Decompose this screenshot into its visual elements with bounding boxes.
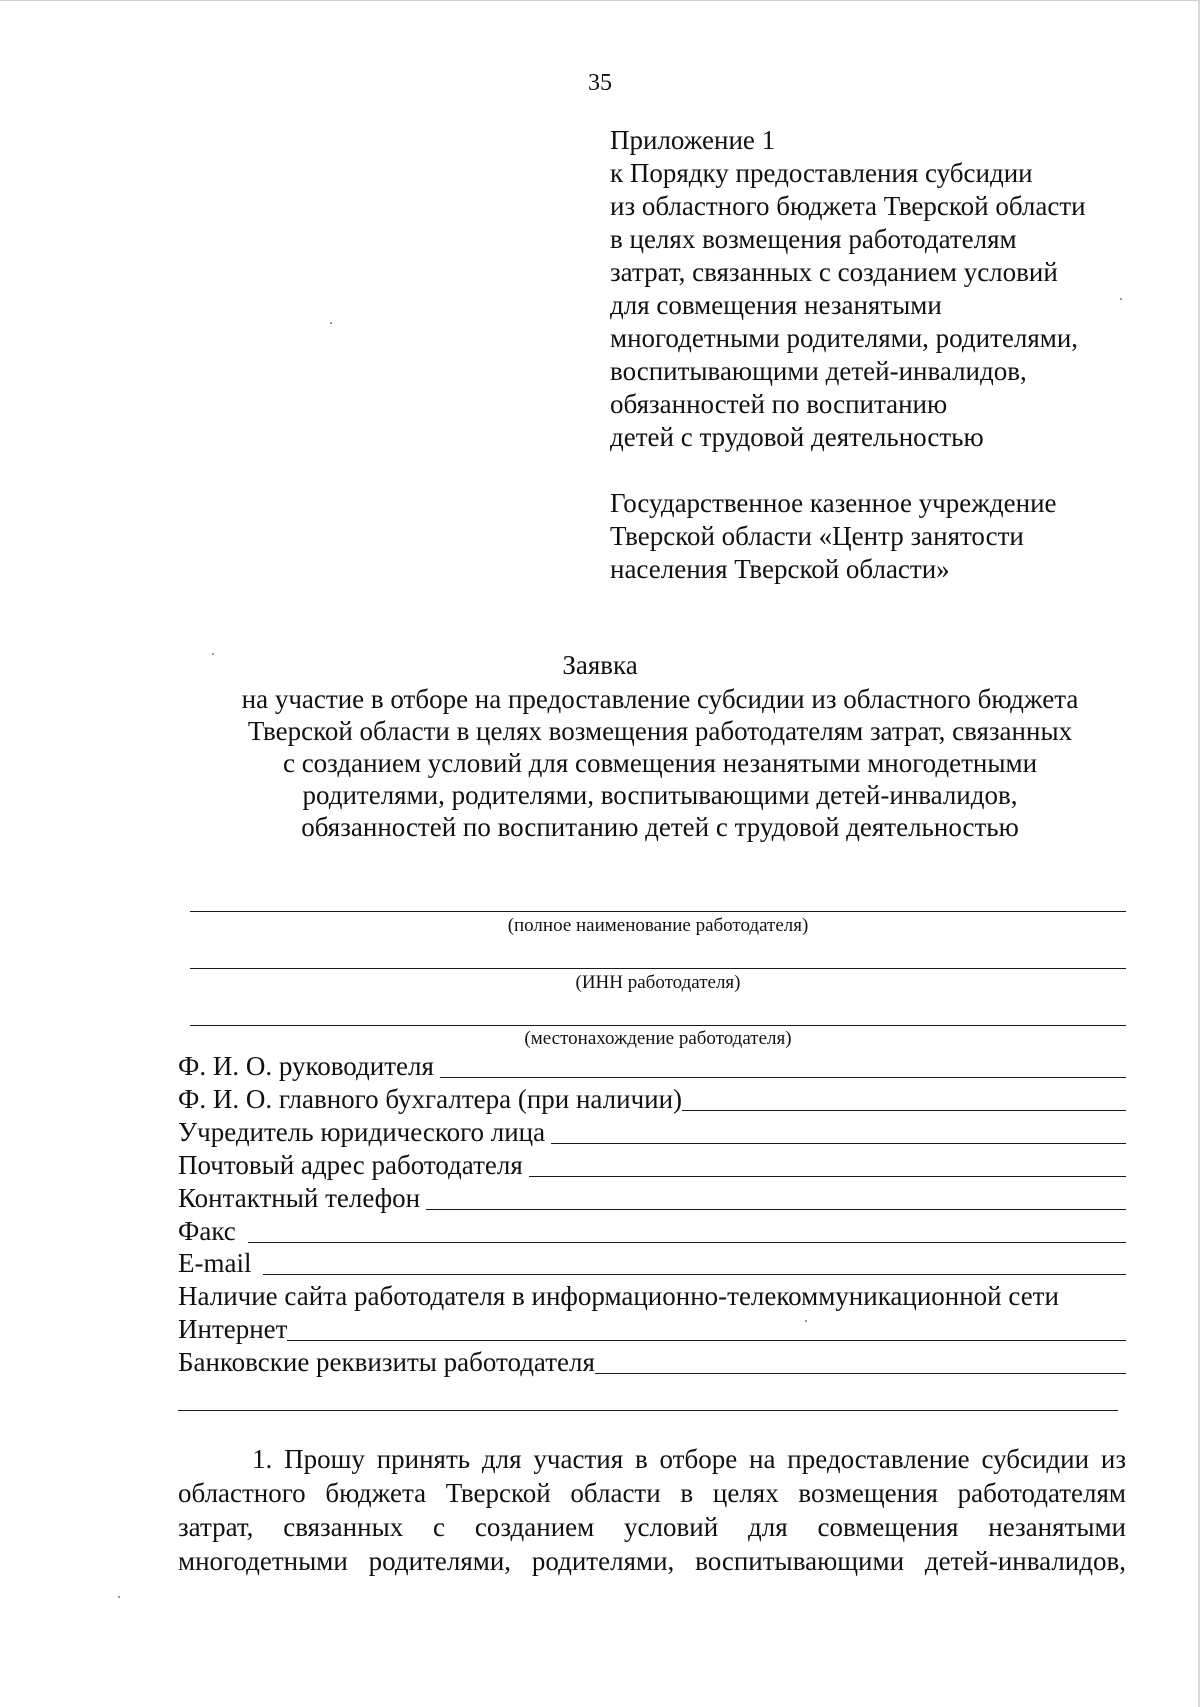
founder-blank[interactable] — [551, 1142, 1126, 1144]
founder-label: Учредитель юридического лица — [178, 1117, 546, 1147]
appendix-line: к Порядку предоставления субсидии — [610, 158, 1033, 188]
inn-line[interactable] — [190, 968, 1126, 969]
accountant-blank[interactable] — [682, 1109, 1126, 1111]
founder-field — [178, 1116, 1126, 1148]
director-field — [178, 1050, 1126, 1082]
paragraph-line: затрат, связанных с созданием условий для совмещения незанятыми — [178, 1512, 1126, 1542]
fax-label: Факс — [178, 1216, 236, 1246]
subtitle-line: на участие в отборе на предоставление субсидии из областного бюджета — [241, 684, 1079, 714]
scan-speck — [330, 322, 332, 324]
postal-address-label: Почтовый адрес работодателя — [178, 1150, 523, 1180]
phone-label: Контактный телефон — [178, 1183, 421, 1213]
recipient-line: населения Тверской области» — [610, 554, 950, 584]
accountant-label: Ф. И. О. главного бухгалтера (при наличии) — [178, 1084, 683, 1114]
email-field — [178, 1247, 1126, 1279]
appendix-line: обязанностей по воспитанию — [610, 389, 948, 419]
scan-speck — [805, 1320, 807, 1322]
appendix-line: воспитывающими детей-инвалидов, — [610, 356, 1027, 386]
scan-speck — [118, 1596, 120, 1598]
inn-caption: (ИНН работодателя) — [575, 972, 741, 993]
subtitle-line: с созданием условий для совмещения незанятыми многодетными — [282, 748, 1038, 778]
paragraph-1 — [178, 1442, 1126, 1578]
subtitle-line: обязанностей по воспитанию детей с трудовой деятельностью — [301, 812, 1019, 842]
application-subtitle — [160, 683, 1160, 843]
recipient-block — [610, 487, 1170, 586]
website-blank[interactable] — [287, 1339, 1126, 1341]
page-number: 35 — [588, 70, 612, 96]
paragraph-line: областного бюджета Тверской области в целях возмещения работодателям — [178, 1478, 1126, 1508]
director-label: Ф. И. О. руководителя — [178, 1051, 434, 1081]
location-caption: (местонахождение работодателя) — [524, 1028, 792, 1049]
full-name-caption: (полное наименование работодателя) — [507, 915, 809, 936]
website-label-line2: Интернет — [178, 1314, 288, 1344]
email-blank[interactable] — [263, 1273, 1126, 1275]
scan-speck — [1120, 298, 1122, 300]
application-title: Заявка — [562, 650, 638, 680]
appendix-line: для совмещения незанятыми — [610, 290, 942, 320]
bank-details-blank-extra[interactable] — [178, 1410, 1118, 1411]
appendix-line: многодетными родителями, родителями, — [610, 323, 1079, 353]
director-blank[interactable] — [440, 1076, 1126, 1078]
location-line[interactable] — [190, 1025, 1126, 1026]
paragraph-line: 1. Прошу принять для участия в отборе на предоставление субсидии из — [252, 1444, 1126, 1474]
appendix-line: затрат, связанных с созданием условий — [610, 257, 1058, 287]
website-label-line1: Наличие сайта работодателя в информационно-телекоммуникационной сети — [178, 1281, 1059, 1311]
full-name-line[interactable] — [190, 911, 1126, 912]
appendix-line: из областного бюджета Тверской области — [610, 191, 1086, 221]
appendix-line: в целях возмещения работодателям — [610, 224, 1017, 254]
recipient-line: Государственное казенное учреждение — [610, 488, 1057, 518]
appendix-line: Приложение 1 — [610, 125, 776, 155]
subtitle-line: Тверской области в целях возмещения работодателям затрат, связанных — [247, 716, 1073, 746]
postal-address-blank[interactable] — [529, 1175, 1126, 1177]
scan-speck — [212, 653, 214, 655]
email-label: E-mail — [178, 1248, 252, 1278]
subtitle-line: родителями, родителями, воспитывающими детей-инвалидов, — [302, 780, 1018, 810]
bank-details-label: Банковские реквизиты работодателя — [178, 1347, 595, 1377]
website-field — [178, 1313, 1126, 1345]
bank-details-blank[interactable] — [595, 1372, 1126, 1374]
fax-field — [178, 1215, 1126, 1247]
accountant-field — [178, 1083, 1126, 1115]
fax-blank[interactable] — [248, 1241, 1126, 1243]
appendix-line: детей с трудовой деятельностью — [610, 422, 984, 452]
bank-details-field — [178, 1346, 1126, 1378]
phone-field — [178, 1182, 1126, 1214]
recipient-line: Тверской области «Центр занятости — [610, 521, 1024, 551]
paragraph-line: многодетными родителями, родителями, воспитывающими детей-инвалидов, — [178, 1546, 1126, 1576]
phone-blank[interactable] — [426, 1208, 1126, 1210]
appendix-header — [610, 124, 1170, 454]
postal-address-field — [178, 1149, 1126, 1181]
